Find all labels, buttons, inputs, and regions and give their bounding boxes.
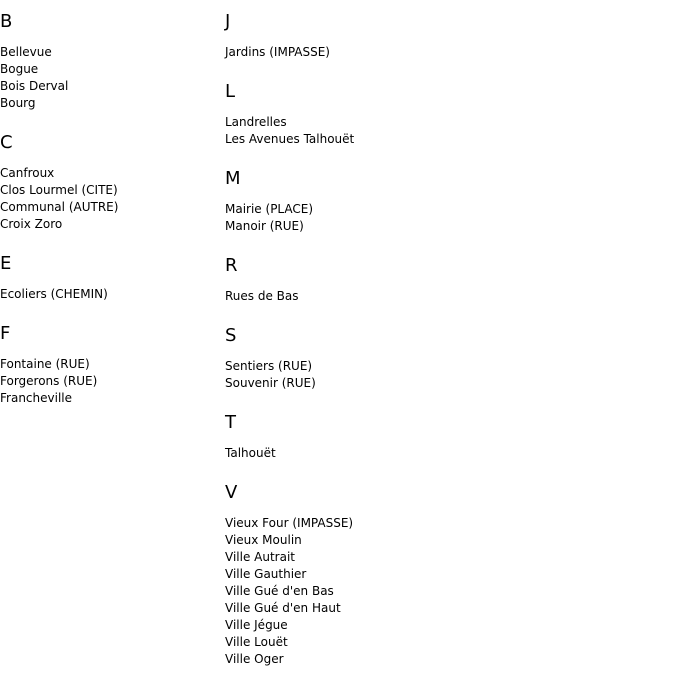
street-list: [225, 515, 665, 668]
letter-group-m: [225, 169, 665, 235]
street-link[interactable]: Les Avenues Talhouët: [225, 132, 355, 146]
street-link[interactable]: Vieux Moulin: [225, 533, 302, 547]
street-list: [225, 114, 665, 148]
street-link[interactable]: Ville Oger: [225, 652, 284, 666]
street-link[interactable]: Ville Gué d'en Haut: [225, 601, 341, 615]
street-link[interactable]: Ecoliers (CHEMIN): [0, 287, 108, 301]
letter-group-e: [0, 254, 220, 303]
street-link[interactable]: Landrelles: [225, 115, 287, 129]
street-list: [225, 288, 665, 305]
street-link[interactable]: Ville Louët: [225, 635, 288, 649]
letter-group-s: [225, 326, 665, 392]
letter-heading: J: [225, 11, 231, 32]
street-link[interactable]: Manoir (RUE): [225, 219, 304, 233]
street-link[interactable]: Bellevue: [0, 45, 52, 59]
street-link[interactable]: Canfroux: [0, 166, 55, 180]
letter-group-c: [0, 133, 220, 233]
letter-heading: M: [225, 168, 241, 189]
street-link[interactable]: Talhouët: [225, 446, 276, 460]
letter-group-f: [0, 324, 220, 407]
street-link[interactable]: Jardins (IMPASSE): [225, 45, 330, 59]
letter-group-b: [0, 12, 220, 112]
street-link[interactable]: Sentiers (RUE): [225, 359, 313, 373]
street-list: [0, 286, 220, 303]
letter-heading: E: [0, 253, 12, 274]
letter-heading: B: [0, 11, 13, 32]
letter-heading: S: [225, 325, 237, 346]
letter-group-v: [225, 483, 665, 668]
street-list: [225, 44, 665, 61]
street-link[interactable]: Rues de Bas: [225, 289, 299, 303]
street-link[interactable]: Bogue: [0, 62, 39, 76]
street-link[interactable]: Ville Gauthier: [225, 567, 307, 581]
street-index-left-column: [0, 12, 220, 428]
street-link[interactable]: Ville Gué d'en Bas: [225, 584, 334, 598]
street-index-right-column: [225, 12, 665, 689]
letter-heading: C: [0, 132, 13, 153]
letter-heading: T: [225, 412, 236, 433]
street-link[interactable]: Ville Autrait: [225, 550, 295, 564]
street-link[interactable]: Ville Jégue: [225, 618, 288, 632]
street-list: [0, 356, 220, 407]
street-link[interactable]: Croix Zoro: [0, 217, 63, 231]
street-link[interactable]: Mairie (PLACE): [225, 202, 314, 216]
street-link[interactable]: Bourg: [0, 96, 36, 110]
street-list: [225, 445, 665, 462]
letter-heading: V: [225, 482, 238, 503]
street-link[interactable]: Souvenir (RUE): [225, 376, 316, 390]
letter-group-l: [225, 82, 665, 148]
letter-heading: R: [225, 255, 238, 276]
letter-group-t: [225, 413, 665, 462]
street-list: [0, 165, 220, 233]
letter-heading: L: [225, 81, 236, 102]
street-link[interactable]: Communal (AUTRE): [0, 200, 119, 214]
street-link[interactable]: Clos Lourmel (CITE): [0, 183, 118, 197]
street-link[interactable]: Francheville: [0, 391, 72, 405]
street-list: [225, 358, 665, 392]
street-link[interactable]: Forgerons (RUE): [0, 374, 98, 388]
street-list: [0, 44, 220, 112]
street-link[interactable]: Vieux Four (IMPASSE): [225, 516, 354, 530]
letter-group-j: [225, 12, 665, 61]
street-list: [225, 201, 665, 235]
letter-group-r: [225, 256, 665, 305]
street-link[interactable]: Bois Derval: [0, 79, 69, 93]
street-link[interactable]: Fontaine (RUE): [0, 357, 90, 371]
letter-heading: F: [0, 323, 11, 344]
